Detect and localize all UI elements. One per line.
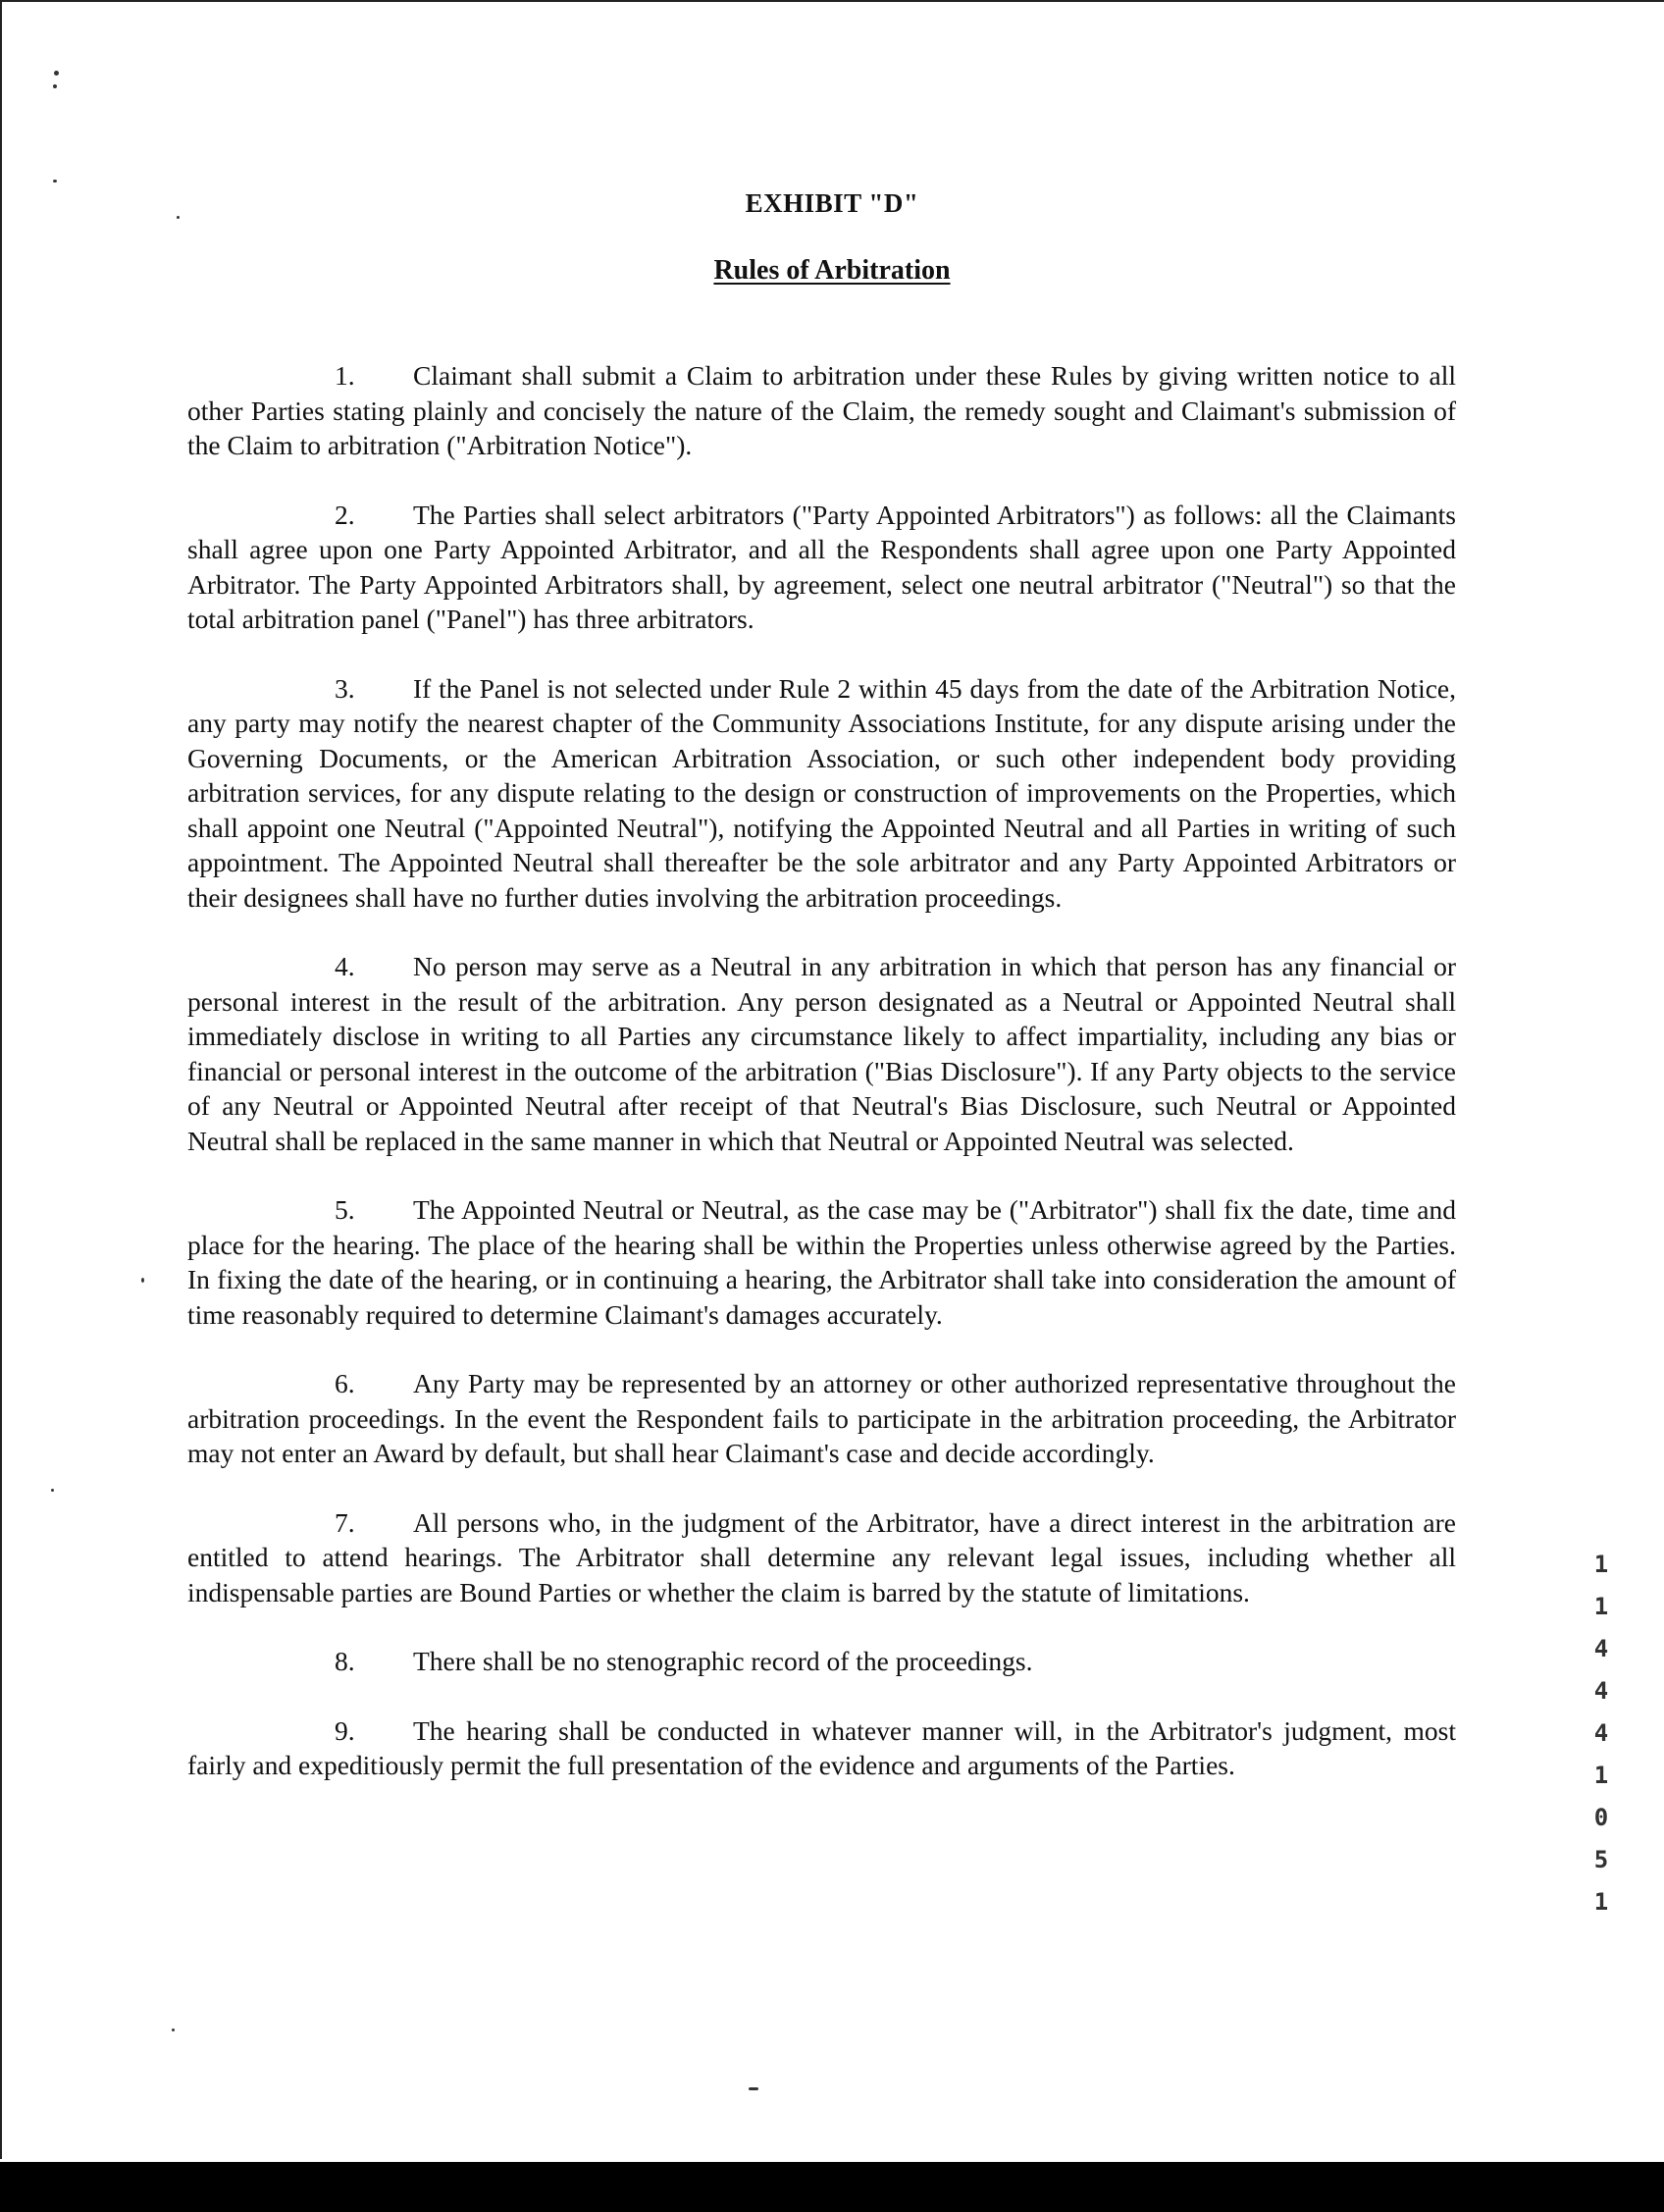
scan-bottom-band [0,2162,1664,2212]
rule-number: 2. [335,499,355,530]
rule-text: If the Panel is not selected under Rule 2 within 45 days from the date of the Arbitration Notice, any party may notify the nearest chapter of the Community Associations Institute, for any dispute arising under the Governing Documents, or the American Arbitration Association, or such other independent body providing arbitration services, for any dispute relating to the design or construction of improvements on the Properties, which shall appoint one Neutral ("Appointed Neutral"), notifying the Appointed Neutral and all Parties in writing of such appointment. The Appointed Neutral shall thereafter be the sole arbitrator and any Party Appointed Arbitrators or their designees shall have no further duties involving the arbitration proceedings. [187,672,1456,913]
rule-text: The Parties shall select arbitrators ("Party Appointed Arbitrators") as follows: all the Claimants shall agree upon one Party Appointed Arbitrator, and all the Respondents shall agree upon one Party Appointed Arbitrator. The Party Appointed Arbitrators shall, by agreement, select one neutral arbitrator ("Neutral") so that the total arbitration panel ("Panel") has three arbitrators. [187,499,1456,634]
rule-number: 9. [335,1714,355,1746]
document-subtitle: Rules of Arbitration [713,255,951,286]
rule-number: 5. [335,1194,355,1225]
rule-paragraph-7 [187,1505,1456,1610]
exhibit-title: EXHIBIT "D" [745,188,919,218]
scan-speck [53,84,57,88]
scan-speck [749,2087,758,2090]
side-digit: 1 [1593,1551,1609,1578]
side-digit: 4 [1593,1677,1609,1705]
scan-speck [54,71,59,76]
rule-paragraph-5 [187,1192,1456,1332]
side-document-number [1584,1553,1619,1932]
scan-speck [172,2028,175,2031]
rule-paragraph-4 [187,949,1456,1158]
rule-paragraph-9 [187,1713,1456,1783]
rule-paragraph-3 [187,671,1456,916]
scan-edge-left [0,0,2,2159]
rule-paragraph-6 [187,1366,1456,1471]
rule-number: 7. [335,1506,355,1538]
side-digit: 1 [1593,1888,1609,1916]
rule-text: All persons who, in the judgment of the Arbitrator, have a direct interest in the arbitration are entitled to attend hearings. The Arbitrator shall determine any relevant legal issues, including whether all indispensable parties are Bound Parties or whether the claim is barred by the statute of limitations. [187,1506,1456,1607]
rule-number: 6. [335,1368,355,1398]
rule-text: Claimant shall submit a Claim to arbitration under these Rules by giving written notice to all other Parties stating plainly and concisely the nature of the Claim, the remedy sought and Claimant's submission of the Claim to arbitration ("Arbitration Notice"). [187,360,1456,460]
side-digit: 1 [1593,1593,1609,1620]
rule-number: 3. [335,672,355,704]
rule-number: 4. [335,951,355,981]
rule-number: 1. [335,360,355,391]
rule-paragraph-1 [187,358,1456,463]
side-digit: 5 [1593,1846,1609,1873]
side-digit: 1 [1593,1762,1609,1789]
side-digit: 4 [1593,1635,1609,1662]
scan-speck [51,1489,54,1492]
rules-body [187,358,1456,1817]
scan-speck [53,180,57,183]
side-digit: 0 [1593,1804,1609,1831]
rule-text: The hearing shall be conducted in whatever manner will, in the Arbitrator's judgment, most fairly and expeditiously permit the full presentation of the evidence and arguments of the Parties. [187,1714,1456,1780]
scan-speck [141,1278,144,1283]
rule-paragraph-8 [187,1644,1456,1679]
rule-text: The Appointed Neutral or Neutral, as the case may be ("Arbitrator") shall fix the date, time and place for the hearing. The place of the hearing shall be within the Properties unless otherwise agreed by the Parties. In fixing the date of the hearing, or in continuing a hearing, the Arbitrator shall take into consideration the amount of time reasonably required to determine Claimant's damages accurately. [187,1194,1456,1330]
rule-number: 8. [335,1646,355,1676]
rule-text: Any Party may be represented by an attorney or other authorized representative throughout the arbitration proceedings. In the event the Respondent fails to participate in the arbitration proceeding, the Arbitrator may not enter an Award by default, but shall hear Claimant's case and decide accordingly. [187,1368,1456,1468]
side-digit: 4 [1593,1719,1609,1747]
rule-text: There shall be no stenographic record of the proceedings. [413,1646,1033,1676]
rule-paragraph-2 [187,498,1456,637]
scan-edge-top [0,0,1664,2]
rule-text: No person may serve as a Neutral in any arbitration in which that person has any financial or personal interest in the result of the arbitration. Any person designated as a Neutral or Appointed Neutral shall immediately disclose in writing to all Parties any circumstance likely to affect impartiality, including any bias or financial or personal interest in the outcome of the arbitration ("Bias Disclosure"). If any Party objects to the service of any Neutral or Appointed Neutral after receipt of that Neutral's Bias Disclosure, such Neutral or Appointed Neutral shall be replaced in the same manner in which that Neutral or Appointed Neutral was selected. [187,951,1456,1156]
